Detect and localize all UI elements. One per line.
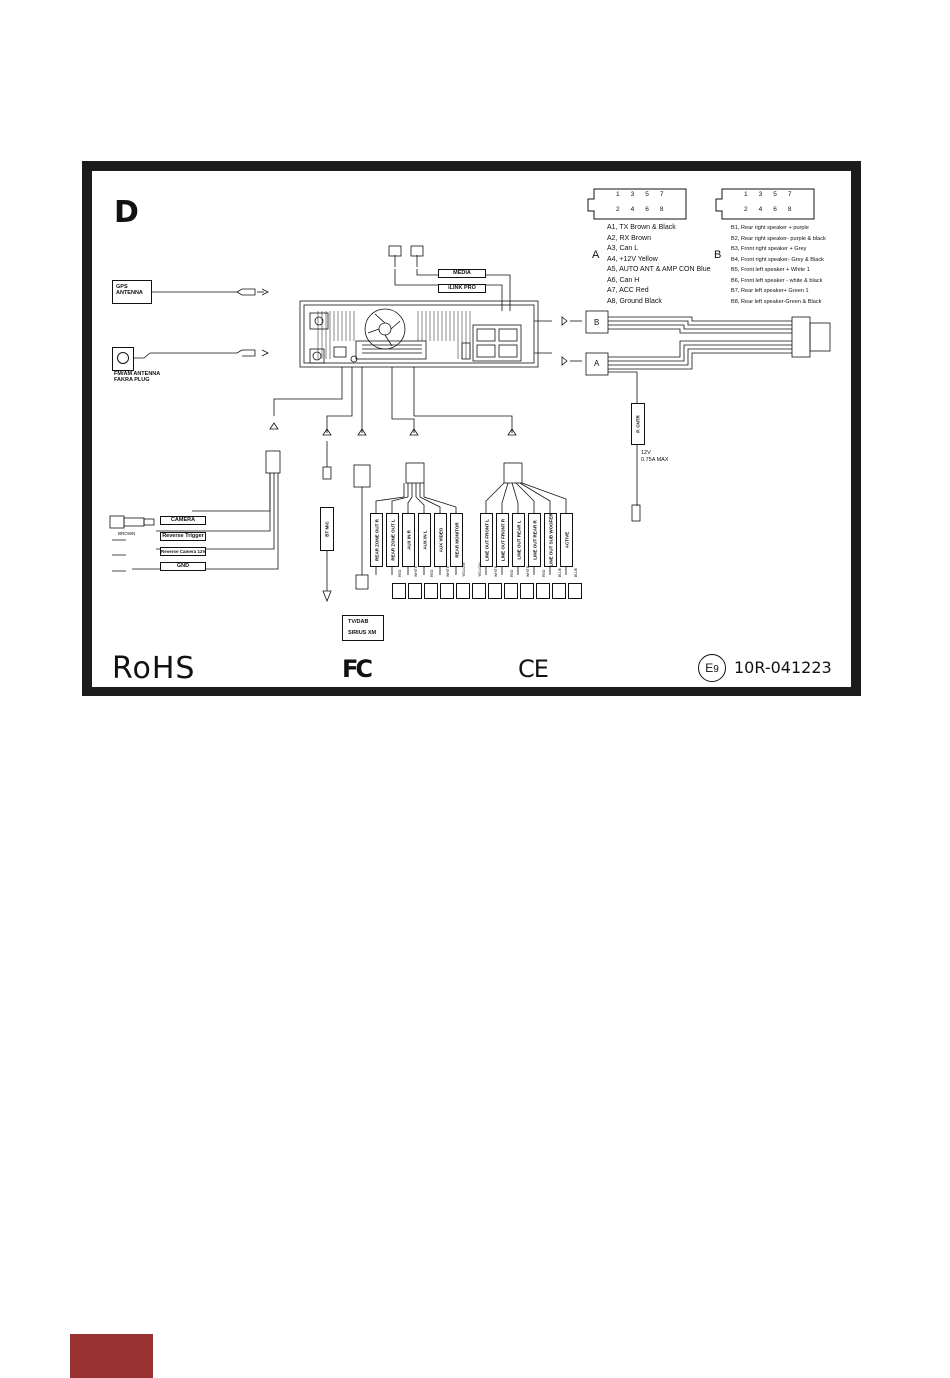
rca-label-box xyxy=(544,513,557,567)
p-cntr-spec-line1: 12V xyxy=(641,450,651,456)
rca-color-label: RED xyxy=(398,569,402,577)
pin-label: 2 xyxy=(744,206,748,213)
rca-label: LINE OUT FRONT R xyxy=(500,518,505,562)
pin-description: A1, TX Brown & Black xyxy=(607,224,676,231)
section-letter: D xyxy=(114,195,139,230)
pin-description: A3, Can L xyxy=(607,245,639,252)
rca-label: ACTIVE xyxy=(564,531,569,549)
gps-antenna-label: GPS ANTENNA xyxy=(116,284,143,296)
pin-label: 7 xyxy=(787,191,792,198)
ilink-usb-label: iLINK PRO xyxy=(438,284,486,293)
rca-color-label: YELLOW xyxy=(462,562,466,577)
media-usb-label: MEDIA xyxy=(438,269,486,278)
pin-label: 5 xyxy=(773,191,777,198)
pin-description: A5, AUTO ANT & AMP CON Blue xyxy=(607,266,711,273)
pin-description: B6, Front left speaker - white & black xyxy=(731,277,823,284)
reverse-camera-12v-label: Reverse Camera 12V xyxy=(161,549,206,554)
rca-label: AUX IN R xyxy=(406,530,411,550)
rca-label: REAR ZONE OUT L xyxy=(390,519,395,561)
rca-label-box xyxy=(512,513,525,567)
page-footer-tab xyxy=(70,1334,153,1378)
harness-b-label: B xyxy=(594,318,600,327)
fcc-mark: FC xyxy=(342,655,371,683)
rca-color-label: WHITE xyxy=(526,565,530,577)
rca-color-label: YELLOW xyxy=(478,562,482,577)
pin-description: A6, Can H xyxy=(607,276,640,284)
p-cntr-label: P. CNTR xyxy=(635,415,641,433)
pin-description: A8, Ground Black xyxy=(607,297,662,305)
rca-label: AUX IN L xyxy=(422,530,427,550)
pin-description: B1, Rear right speaker + purple xyxy=(731,225,809,231)
rca-color-label: WHITE xyxy=(494,565,498,577)
pin-description: B8, Rear left speaker-Green & Black xyxy=(731,298,822,305)
p-cntr-box xyxy=(631,403,645,445)
pin-label: 1 xyxy=(616,191,620,198)
gnd-label: GND xyxy=(160,562,206,571)
reverse-trigger-label: Reverse Trigger xyxy=(160,532,206,541)
pin-label: 4 xyxy=(758,206,763,213)
rca-label-box xyxy=(560,513,573,567)
rca-color-label: WHITE xyxy=(446,565,450,577)
e-mark-number: 9 xyxy=(713,664,719,675)
pin-label: 4 xyxy=(630,206,635,213)
connector-a-label: A xyxy=(592,249,600,261)
pin-label: 5 xyxy=(645,191,649,198)
rca-color-label: WHITE xyxy=(414,565,418,577)
connector-b-label: B xyxy=(714,249,722,261)
rca-color-label: BLUE xyxy=(574,567,578,577)
rca-label-box xyxy=(386,513,399,567)
ce-mark: CE xyxy=(518,655,548,683)
pin-label: 1 xyxy=(744,191,748,198)
pin-description: A7, ACC Red xyxy=(607,287,649,294)
rca-plug-color-labels xyxy=(388,562,588,597)
rca-label: LINE OUT REAR R xyxy=(532,520,537,560)
rca-label: AUX VIDEO xyxy=(438,527,443,553)
fm-antenna-label: FM/AM ANTENNA FAKRA PLUG xyxy=(114,371,161,383)
rca-label: REAR MONITOR xyxy=(454,522,459,558)
pin-description: B3, Front right speaker + Grey xyxy=(731,246,807,252)
bt-mic-label: BT MIC xyxy=(324,521,330,537)
pin-description: B4, Front right speaker- Grey & Black xyxy=(731,256,824,263)
pin-label: 7 xyxy=(659,191,664,198)
pin-label: 6 xyxy=(645,206,649,213)
rca-label-box xyxy=(402,513,415,567)
camera-plug-label: BROWN xyxy=(118,531,136,536)
p-cntr-spec-line2: 0.75A MAX xyxy=(641,457,669,463)
rca-label: LINE OUT REAR L xyxy=(516,520,521,560)
pin-description: A4, +12V Yellow xyxy=(607,255,658,263)
pin-label: 2 xyxy=(616,206,620,213)
pin-label: 3 xyxy=(630,191,635,198)
pin-description: B2, Rear right speaker- purple & black xyxy=(731,235,826,242)
rca-label: LINE OUT FRONT L xyxy=(484,519,489,561)
pin-description: B5, Front left speaker + White 1 xyxy=(731,267,810,273)
tv-dab-label: TV/DAB xyxy=(348,619,369,625)
wiring-diagram-panel xyxy=(92,171,851,687)
e-mark-letter: E xyxy=(705,661,714,675)
rohs-mark: RoHS xyxy=(112,651,196,686)
harness-a-label: A xyxy=(594,359,600,368)
pin-description: A2, RX Brown xyxy=(607,234,651,242)
pin-label: 6 xyxy=(773,206,777,213)
rca-label-box xyxy=(528,513,541,567)
e-mark-circle xyxy=(698,654,726,682)
rca-label-box xyxy=(480,513,493,567)
rca-color-label: RED xyxy=(542,569,546,577)
bt-mic-box xyxy=(320,507,334,551)
rca-label-box xyxy=(496,513,509,567)
rca-label-box xyxy=(434,513,447,567)
wiring-line-art xyxy=(92,171,851,687)
rca-color-label: RED xyxy=(510,569,514,577)
camera-lead-label: CAMERA xyxy=(160,516,206,525)
rca-label-box xyxy=(450,513,463,567)
pin-label: 8 xyxy=(787,206,792,213)
rca-color-label: RED xyxy=(430,569,434,577)
pin-label: 3 xyxy=(758,191,763,198)
rca-label-box xyxy=(418,513,431,567)
pin-description: B7, Rear left speaker+ Green 1 xyxy=(731,288,809,294)
sirius-xm-label: SIRIUS XM xyxy=(348,630,377,636)
approval-number: 10R-041223 xyxy=(734,658,832,677)
rca-label: REAR ZONE OUT R xyxy=(374,519,379,561)
rca-color-label: BLUE xyxy=(558,567,562,577)
rca-label: LINE OUT SUB WOOFER xyxy=(548,513,553,567)
rca-label-box xyxy=(370,513,383,567)
pin-label: 8 xyxy=(659,206,664,213)
fm-antenna-icon xyxy=(117,352,129,364)
